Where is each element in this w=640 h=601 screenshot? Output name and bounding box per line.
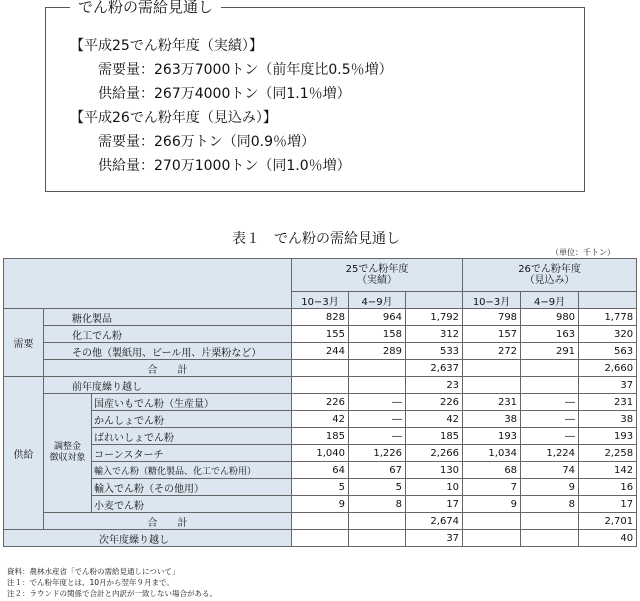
table-row bbox=[4, 309, 637, 326]
group-adjustment-line: 徴収対象 bbox=[49, 453, 86, 463]
table-row bbox=[4, 496, 637, 513]
table-cell: 2,660 bbox=[579, 360, 637, 377]
table-cell: 130 bbox=[406, 462, 463, 479]
header-year-25 bbox=[292, 259, 463, 292]
table-cell: 1,226 bbox=[349, 445, 406, 462]
table-cell: 64 bbox=[292, 462, 349, 479]
header-period: 4−9月 bbox=[349, 292, 406, 309]
group-demand: 需要 bbox=[4, 309, 44, 377]
table-cell: ― bbox=[349, 394, 406, 411]
table-cell bbox=[521, 360, 579, 377]
table-cell: 1,778 bbox=[579, 309, 637, 326]
group-supply: 供給 bbox=[4, 377, 44, 530]
table-cell: 1,224 bbox=[521, 445, 579, 462]
table-row bbox=[4, 445, 637, 462]
header-year-25-label: 25でん粉年度 bbox=[345, 264, 409, 275]
table-cell bbox=[463, 513, 521, 530]
table-cell: 980 bbox=[521, 309, 579, 326]
row-label: 国産いもでん粉（生産量） bbox=[92, 394, 292, 411]
table-cell: 289 bbox=[349, 343, 406, 360]
table-cell bbox=[292, 513, 349, 530]
table-cell bbox=[292, 530, 349, 547]
table-cell: 10 bbox=[406, 479, 463, 496]
table-cell: 272 bbox=[463, 343, 521, 360]
row-label: 糖化製品 bbox=[44, 309, 292, 326]
summary-supply-25: 供給量：267万4000トン（同1.1％増） bbox=[98, 86, 351, 102]
table-row bbox=[4, 411, 637, 428]
table-cell: 9 bbox=[463, 496, 521, 513]
row-label: その他（製紙用、ビール用、片栗粉など） bbox=[44, 343, 292, 360]
summary-box bbox=[45, 0, 585, 192]
table-cell: 157 bbox=[463, 326, 521, 343]
table-cell bbox=[463, 377, 521, 394]
row-label: 前年度繰り越し bbox=[44, 377, 292, 394]
table-cell: 74 bbox=[521, 462, 579, 479]
header-year-26 bbox=[463, 259, 637, 292]
table-cell: 312 bbox=[406, 326, 463, 343]
table-cell: ― bbox=[521, 428, 579, 445]
header-year-26-sub: （見込み） bbox=[524, 275, 575, 286]
row-label: コーンスターチ bbox=[92, 445, 292, 462]
group-adjustment-line: 調整金 bbox=[53, 442, 81, 452]
table-cell: 1,792 bbox=[406, 309, 463, 326]
header-total-col bbox=[406, 292, 463, 309]
footnote-source: 資料：農林水産省「でん粉の需給見通しについて」 bbox=[7, 567, 180, 576]
table-cell: 37 bbox=[579, 377, 637, 394]
header-period: 10−3月 bbox=[463, 292, 521, 309]
table-cell: 798 bbox=[463, 309, 521, 326]
summary-heading-26: 【平成26でん粉年度（見込み）】 bbox=[70, 110, 277, 126]
footnote-2: 注２：ラウンドの関係で合計と内訳が一致しない場合がある。 bbox=[7, 589, 217, 598]
table-cell bbox=[521, 377, 579, 394]
table-cell: 38 bbox=[463, 411, 521, 428]
table-cell: 231 bbox=[579, 394, 637, 411]
table-cell bbox=[463, 530, 521, 547]
row-label: 次年度繰り越し bbox=[4, 530, 292, 547]
table-cell: 8 bbox=[521, 496, 579, 513]
table-cell: ― bbox=[349, 411, 406, 428]
unit-note: （単位：千トン） bbox=[551, 248, 615, 257]
row-label: 合 計 bbox=[44, 513, 292, 530]
table-cell: ― bbox=[349, 428, 406, 445]
table-row bbox=[4, 394, 637, 411]
summary-demand-26: 需要量：266万トン（同0.9％増） bbox=[98, 134, 315, 150]
table-cell: 185 bbox=[406, 428, 463, 445]
table-cell bbox=[292, 377, 349, 394]
table-cell: 964 bbox=[349, 309, 406, 326]
table-cell: 17 bbox=[579, 496, 637, 513]
table-row-total bbox=[4, 513, 637, 530]
table-cell: 17 bbox=[406, 496, 463, 513]
header-period: 4−9月 bbox=[521, 292, 579, 309]
table-cell bbox=[349, 530, 406, 547]
table-row bbox=[4, 479, 637, 496]
table-cell bbox=[521, 530, 579, 547]
table-cell: 193 bbox=[463, 428, 521, 445]
summary-heading-25: 【平成25でん粉年度（実績）】 bbox=[70, 38, 263, 54]
header-corner bbox=[4, 259, 292, 309]
table-cell: 163 bbox=[521, 326, 579, 343]
table-row bbox=[4, 343, 637, 360]
table-cell: 9 bbox=[521, 479, 579, 496]
table-cell: 9 bbox=[292, 496, 349, 513]
row-label: ばれいしょでん粉 bbox=[92, 428, 292, 445]
table-cell: 37 bbox=[406, 530, 463, 547]
table-cell: 244 bbox=[292, 343, 349, 360]
table-row bbox=[4, 462, 637, 479]
table-cell: 42 bbox=[292, 411, 349, 428]
table-cell: 291 bbox=[521, 343, 579, 360]
table-cell: 2,637 bbox=[406, 360, 463, 377]
table-cell: 7 bbox=[463, 479, 521, 496]
table-cell: 2,266 bbox=[406, 445, 463, 462]
table-row-total bbox=[4, 360, 637, 377]
table-cell: 8 bbox=[349, 496, 406, 513]
table-cell: 23 bbox=[406, 377, 463, 394]
row-label: 小麦でん粉 bbox=[92, 496, 292, 513]
table-cell: 5 bbox=[349, 479, 406, 496]
table-row bbox=[4, 377, 637, 394]
table-cell: 16 bbox=[579, 479, 637, 496]
table-row bbox=[4, 530, 637, 547]
header-year-26-label: 26でん粉年度 bbox=[518, 264, 581, 275]
table-cell: 155 bbox=[292, 326, 349, 343]
table-cell: 1,034 bbox=[463, 445, 521, 462]
summary-demand-25: 需要量：263万7000トン（前年度比0.5％増） bbox=[98, 62, 393, 78]
summary-title: でん粉の需給見通し bbox=[70, 0, 221, 16]
table-cell: 5 bbox=[292, 479, 349, 496]
table-cell: 158 bbox=[349, 326, 406, 343]
header-total-col bbox=[579, 292, 637, 309]
table-title: 表１ でん粉の需給見通し bbox=[232, 231, 400, 247]
table-cell bbox=[349, 360, 406, 377]
table-cell: 193 bbox=[579, 428, 637, 445]
table-cell: 185 bbox=[292, 428, 349, 445]
table-cell: 226 bbox=[292, 394, 349, 411]
row-label: かんしょでん粉 bbox=[92, 411, 292, 428]
row-label: 化工でん粉 bbox=[44, 326, 292, 343]
table-cell: 231 bbox=[463, 394, 521, 411]
table-cell: 2,258 bbox=[579, 445, 637, 462]
table-cell: 38 bbox=[579, 411, 637, 428]
table-cell bbox=[463, 360, 521, 377]
table-cell: 2,674 bbox=[406, 513, 463, 530]
table-row bbox=[4, 428, 637, 445]
footnote-1: 注１：でん粉年度とは、10月から翌年９月まで。 bbox=[7, 578, 174, 587]
group-adjustment bbox=[44, 394, 92, 513]
table-cell: 2,701 bbox=[579, 513, 637, 530]
table-cell: 40 bbox=[579, 530, 637, 547]
header-year-25-sub: （実績） bbox=[357, 275, 398, 286]
table-cell: 533 bbox=[406, 343, 463, 360]
summary-supply-26: 供給量：270万1000トン（同1.0％増） bbox=[98, 158, 351, 174]
table-cell bbox=[292, 360, 349, 377]
row-label: 合 計 bbox=[44, 360, 292, 377]
table-cell: 1,040 bbox=[292, 445, 349, 462]
row-label: 輸入でん粉（その他用） bbox=[92, 479, 292, 496]
table-cell: ― bbox=[521, 394, 579, 411]
table-cell: 320 bbox=[579, 326, 637, 343]
table-cell: 226 bbox=[406, 394, 463, 411]
table-cell: 67 bbox=[349, 462, 406, 479]
table-cell bbox=[521, 513, 579, 530]
table-cell: ― bbox=[521, 411, 579, 428]
table-cell bbox=[349, 513, 406, 530]
table-cell: 563 bbox=[579, 343, 637, 360]
supply-demand-table bbox=[3, 258, 637, 547]
table-cell: 42 bbox=[406, 411, 463, 428]
header-period: 10−3月 bbox=[292, 292, 349, 309]
table-cell: 68 bbox=[463, 462, 521, 479]
table-cell: 142 bbox=[579, 462, 637, 479]
table-cell bbox=[349, 377, 406, 394]
table-row bbox=[4, 326, 637, 343]
row-label: 輸入でん粉（糖化製品、化工でん粉用） bbox=[92, 462, 292, 479]
table-cell: 828 bbox=[292, 309, 349, 326]
